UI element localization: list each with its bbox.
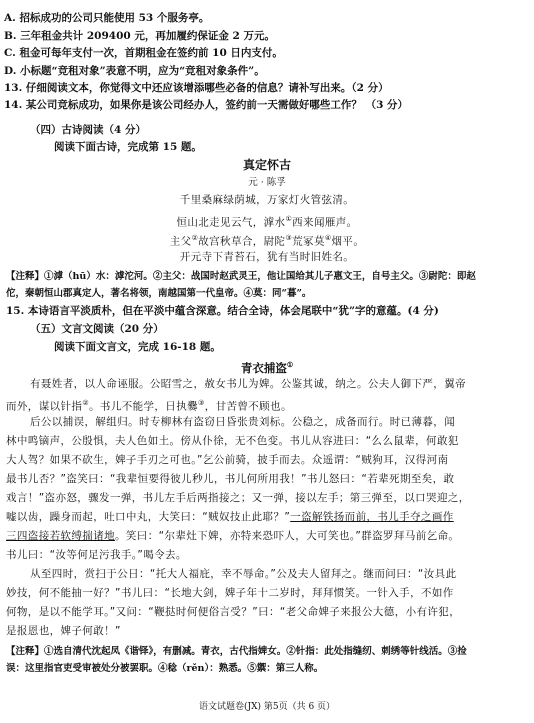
passage-title: 青衣捕盗① bbox=[240, 360, 294, 375]
question-15: 15. 本诗语言平淡质朴，但在平淡中蕴含深意。结合全诗，体会尾联中“犹”字的意蕴。(4 分) bbox=[6, 305, 439, 317]
passage-note-1: 【注释】①选自清代沈起凤《谐铎》，有删减。青衣，古代指婢女。②针指：此处指缝纫、刺绣等针线活。③捡 bbox=[6, 646, 467, 657]
option-b: B. 三年租金共计 209400 元，再加履约保证金 2 万元。 bbox=[4, 30, 275, 42]
underlined-sentence-b: 三四盗接若软缚揣诸地 bbox=[6, 530, 115, 542]
section-4-instruction: 阅读下面古诗，完成第 15 题。 bbox=[54, 141, 202, 153]
option-c: C. 租金可每年支付一次，首期租金在签约前 10 日内支付。 bbox=[4, 47, 283, 59]
passage-line-12: 妙技，何不能抽一好？”书儿曰：“长地大剑，婢子年十二岁时，拜拜惯笑。一针入手，不如作 bbox=[6, 587, 454, 599]
section-5-heading: （五）文言文阅读（20 分） bbox=[30, 323, 164, 335]
poem-note-2: 佗，秦朝恒山郡真定人，著名将领，南越国第一代皇帝。④莫：同“暮”。 bbox=[6, 288, 312, 299]
passage-line-2: 而外，谋以针指②。书儿不能学，日执爨③，甘苦曾不顾也。 bbox=[6, 399, 292, 413]
passage-line-7: 戏言！”盗亦怒，骤发一弹，书儿左手后两指接之；又一弹，接以左手；第三弹至，以口哭迎之， bbox=[6, 492, 470, 504]
section-5-instruction: 阅读下面文言文，完成 16-18 题。 bbox=[54, 341, 221, 353]
passage-line-10: 书儿曰：“汝等何足污我手。”喝令去。 bbox=[6, 549, 187, 561]
poem-note-1: 【注释】①滹（hū）水：滹沱河。②主父：战国时赵武灵王，他让国给其儿子惠文王，自号主父。③尉陀：即赵 bbox=[6, 271, 476, 282]
passage-line-4: 林中鸣镝声，公殷惧，夫人色如土。傍从仆徐，无不色变。书儿从容进曰：“么么鼠辈，何敢犯 bbox=[6, 435, 459, 447]
poem-line-1: 千里桑麻绿荫城，万家灯火管弦清。 bbox=[179, 194, 355, 206]
underlined-sentence-a: 一盗解铁扬而前，书儿手夺之画作 bbox=[290, 511, 454, 523]
passage-line-9: 三四盗接若软缚揣诸地。笑曰：“尔辈灶下婢，亦特来恐吓人，大可笑也。”群盗罗拜马前乞命。 bbox=[6, 530, 460, 542]
passage-line-6: 最书儿否？”盗笑曰：“我辈恒要得彼儿秒儿，书儿何所用我！”书儿怒曰：“若辈死期至矣，敢 bbox=[6, 473, 455, 485]
question-13: 13. 仔细阅读文本，你觉得文中还应该增添哪些必备的信息？请补写出来。（2 分） bbox=[4, 82, 389, 94]
poem-line-4: 开元寺下青苔石，犹有当时旧姓名。 bbox=[179, 251, 355, 263]
passage-line-13: 何物，是以不能学耳。”又问：“鞭挞时何便俗言受？”曰：“老父命婢子来报公大德，小有许犯， bbox=[6, 606, 461, 618]
passage-line-11: 从至四时，赏扫于公日：“托大人福庇，幸不辱命。”公及夫人留拜之。继而问曰：“汝具此 bbox=[30, 568, 457, 580]
poem-line-3: 主父②故宫秋草合，尉陀③荒冢莫④烟平。 bbox=[169, 234, 365, 248]
poem-line-2: 恒山北走见云气，滹水①西来闻雁声。 bbox=[176, 215, 358, 229]
poem-title: 真定怀古 bbox=[242, 158, 291, 172]
option-a: A. 招标成功的公司只能使用 53 个服务亭。 bbox=[4, 12, 210, 24]
passage-line-1: 有聂姓者，以人命诬服。公昭雪之，赦女书儿为婢。公鉴其诚，纳之。公夫人御下严，翼帝 bbox=[30, 378, 466, 390]
section-4-heading: （四）古诗阅读（4 分） bbox=[30, 124, 146, 136]
question-14: 14. 某公司竞标成功，如果你是该公司经办人，签约前一天需做好哪些工作？ （3 分） bbox=[4, 99, 409, 111]
passage-line-14: 是报恩也，婢子何敢！” bbox=[6, 625, 121, 637]
poem-author: 元 · 陈孚 bbox=[248, 177, 286, 188]
passage-line-8: 嘘以齿，躁身而起，吐口中丸，大笑曰：“贼奴技止此耶？”一盗解铁扬而前，书儿手夺之画作 bbox=[6, 511, 454, 523]
passage-note-2: 误：这里指官吏受审被处分被罢职。④稔（rěn）：熟悉。⑤禦：第三人称。 bbox=[6, 663, 324, 674]
passage-line-3: 后公以捕误，解组归。时专柳林有盗窃日昏张贵刘标。公稳之，成备而行。时已薄暮，闻 bbox=[30, 416, 456, 428]
option-d: D. 小标题“竞租对象”表意不明，应为“竞租对象条件”。 bbox=[4, 65, 265, 77]
passage-line-5: 大人驾？如果不砍生，婢子手刃之可也。”乞公前骑，披手而去。众遥谓：“贼狗耳，汉得河南 bbox=[6, 454, 449, 466]
page-footer: 语文试题卷(JX) 第5页（共 6 页） bbox=[198, 702, 336, 712]
